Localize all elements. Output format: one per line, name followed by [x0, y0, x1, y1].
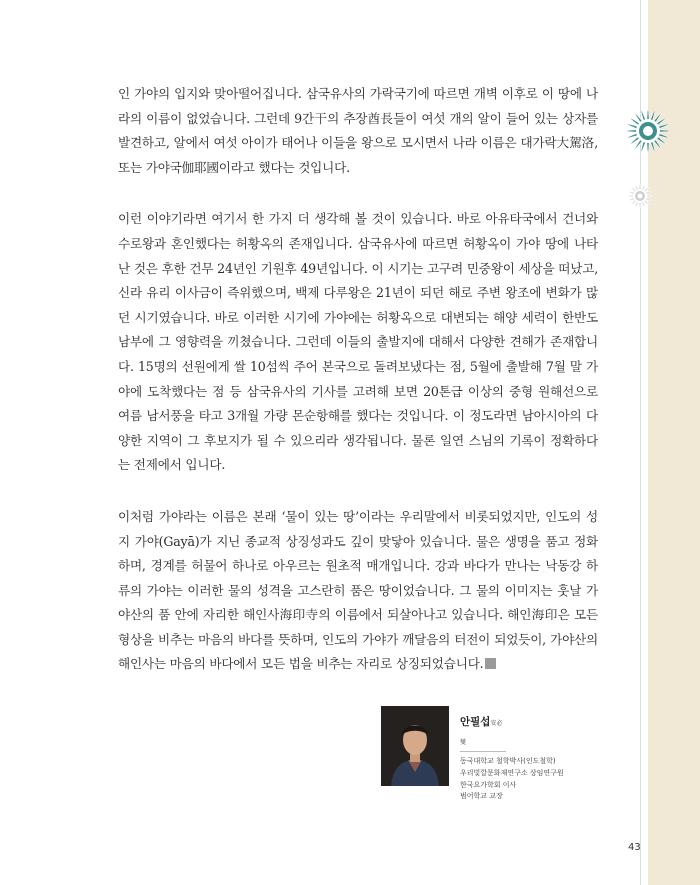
author-bio	[460, 710, 610, 803]
author-credential: 한국요가학회 이사	[460, 780, 517, 789]
author-name: 안필섭	[460, 716, 491, 728]
small-lotus-ornament-icon	[622, 176, 658, 216]
paragraph-3	[118, 505, 598, 677]
paragraph-3-text: 이처럼 가야라는 이름은 본래 ‘물이 있는 땅’이라는 우리말에서 비롯되었지만, 인도의 성지 가야(Gayā)가 지닌 종교적 상징성과도 깊이 맞닿아 있습니다. 물은 생명을 품고 정화하며, 경계를 허물어 하나로 아우르는 원초적 매개입니다. 강과 바다가 만나는 낙동강 하류의 가야는 이러한 물의 성격을 고스란히 품은 땅이었습니다. 그 물의 이미지는 훗날 가야산의 품 안에 자리한 해인사海印寺의 이름에서 되살아나고 있습니다. 해인海印은 모든 형상을 비추는 마음의 바다를 뜻하며, 인도의 가야가 깨달음의 터전이 되었듯이, 가야산의 해인사는 마음의 바다에서 모든 법을 비추는 자리로 상징되었습니다.	[118, 508, 598, 672]
author-name-row	[460, 710, 506, 752]
article-body	[118, 82, 598, 704]
author-credential: 동국대학교 철학박사(인도철학)	[460, 757, 556, 765]
author-name-hanja: 安必燮	[460, 720, 503, 746]
lotus-ornament-icon	[618, 94, 678, 168]
paragraph-2: 이런 이야기라면 여기서 한 가지 더 생각해 볼 것이 있습니다. 바로 아유타국에서 건너와 수로왕과 혼인했다는 허황옥의 존재입니다. 삼국유사에 따르면 허황옥이 가야 땅에 나타난 것은 후한 건무 24년인 기원후 49년입니다. 이 시기는 고구려 민중왕이 세상을 떠났고, 신라 유리 이사금이 즉위했으며, 백제 다루왕은 21년이 되던 해로 주변 왕조에 변화가 많던 시기였습니다. 바로 이러한 시기에 가야에는 허황옥으로 대변되는 해양 세력이 한반도 남부에 그 영향력을 끼쳤습니다. 그런데 이들의 출발지에 대해서 다양한 견해가 존재합니다. 15명의 선원에게 쌀 10섬씩 주어 본국으로 돌려보냈다는 점, 5월에 출발해 7월 말 가야에 도착했다는 점 등 삼국유사의 기사를 고려해 보면 20톤급 이상의 중형 원해선으로 여름 남서풍을 타고 3개월 가량 몬순항해를 했다는 것입니다. 이 정도라면 남아시아의 다양한 지역이 그 후보지가 될 수 있으리라 생각됩니다. 물론 일연 스님의 기록이 정확하다는 전제에서 입니다.	[118, 211, 598, 473]
end-mark-icon	[485, 658, 496, 669]
author-credential: 범어학교 교장	[460, 792, 503, 801]
page-number: 43	[628, 842, 641, 853]
author-photo	[381, 706, 449, 786]
author-credential: 우리빛깔문화재연구소 상임연구원	[460, 768, 564, 777]
paragraph-1: 인 가야의 입지와 맞아떨어집니다. 삼국유사의 가락국기에 따르면 개벽 이후로 이 땅에 나라의 이름이 없었습니다. 그런데 9간干의 추장酋長들이 여섯 개의 알이 들어 있는 상자를 발견하고, 알에서 여섯 아이가 태어나 이들을 왕으로 모시면서 나라 이름은 대가락大駕洛, 또는 가야국伽耶國이라고 했다는 것입니다.	[118, 86, 598, 175]
